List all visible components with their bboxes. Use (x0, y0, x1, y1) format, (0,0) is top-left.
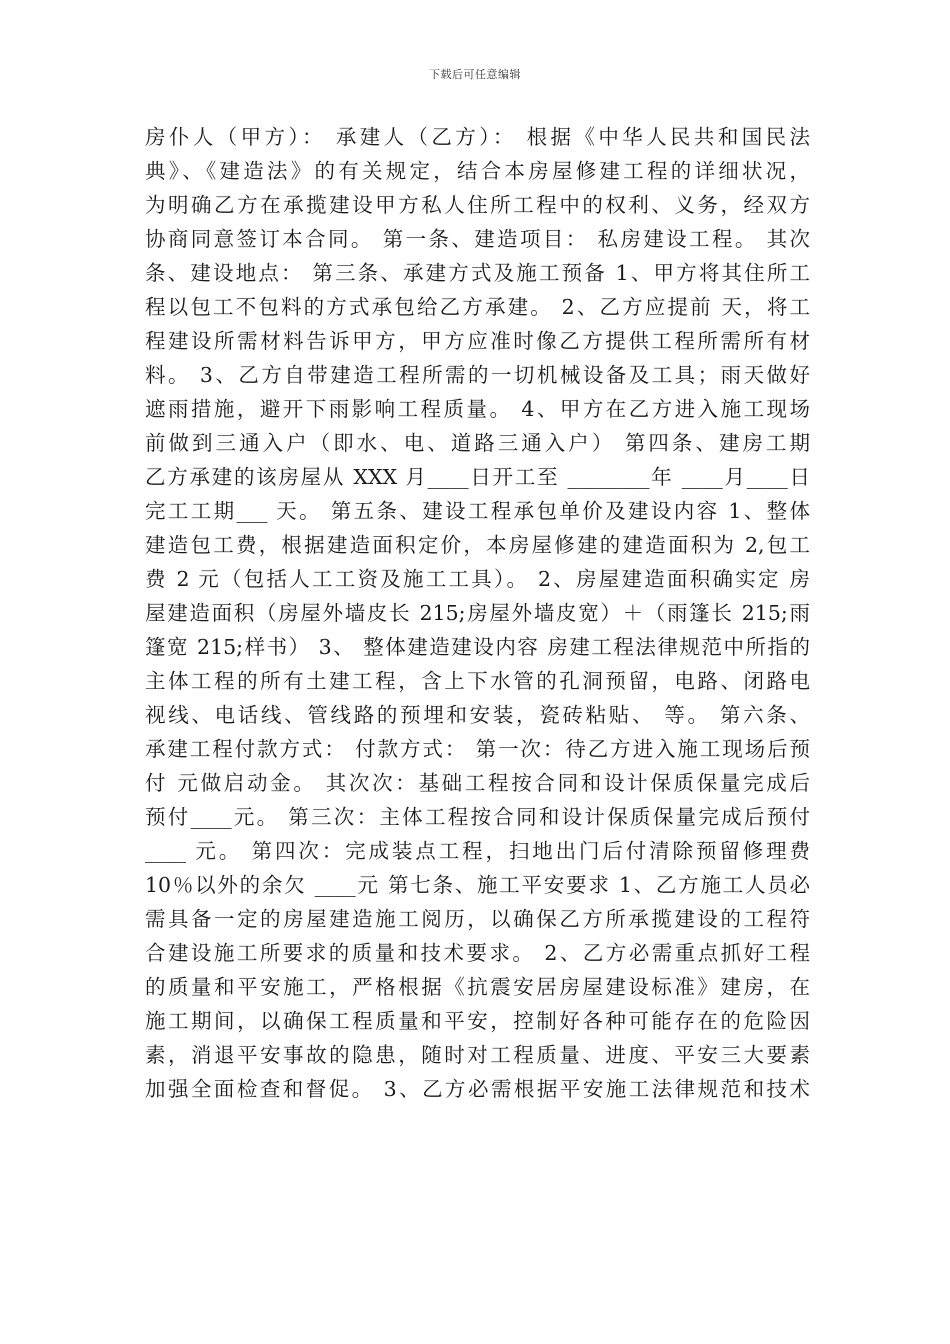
text-line: 协商同意签订本合同。 第一条、建造项目： 私房建设工程。 其次 (145, 227, 810, 251)
text-line: 付 元做启动金。 其次次：基础工程按合同和设计保质保量完成后 (145, 771, 810, 795)
text-line: 典》、《建造法》的有关规定，结合本房屋修建工程的详细状况， (145, 159, 810, 183)
text-line: 遮雨措施，避开下雨影响工程质量。 4、甲方在乙方进入施工现场 (145, 397, 810, 421)
text-line: 视线、电话线、管线路的预埋和安装，瓷砖粘贴、 等。 第六条、 (145, 703, 810, 727)
text-line: 10％以外的余欠 ____元 第七条、施工平安要求 1、乙方施工人员必 (145, 873, 810, 897)
text-line: 承建工程付款方式： 付款方式： 第一次：待乙方进入施工现场后预 (145, 737, 810, 761)
text-line: 加强全面检查和督促。 3、乙方必需根据平安施工法律规范和技术 (145, 1077, 810, 1101)
text-line: 前做到三通入户（即水、电、道路三通入户） 第四条、建房工期 (145, 431, 810, 455)
text-line: 主体工程的所有土建工程，含上下水管的孔洞预留，电路、闭路电 (145, 669, 810, 693)
text-line: 合建设施工所要求的质量和技术要求。 2、乙方必需重点抓好工程 (145, 941, 810, 965)
page-header-note: 下载后可任意编辑 (429, 68, 521, 81)
text-line: 料。 3、乙方自带建造工程所需的一切机械设备及工具；雨天做好 (145, 363, 810, 387)
text-line: 预付____元。 第三次：主体工程按合同和设计保质保量完成后预付 (145, 805, 810, 829)
text-line: 需具备一定的房屋建造施工阅历，以确保乙方所承揽建设的工程符 (145, 907, 810, 931)
text-line: 为明确乙方在承揽建设甲方私人住所工程中的权利、义务，经双方 (145, 193, 810, 217)
text-line: ____ 元。 第四次：完成装点工程，扫地出门后付清除预留修理费 (145, 839, 810, 863)
text-line: 程建设所需材料告诉甲方，甲方应准时像乙方提供工程所需所有材 (145, 329, 810, 353)
contract-body (145, 120, 810, 1106)
text-line: 完工工期___ 天。 第五条、建设工程承包单价及建设内容 1、整体 (145, 499, 810, 523)
text-line: 费 2 元（包括人工工资及施工工具）。 2、房屋建造面积确实定 房 (145, 567, 810, 591)
text-line: 乙方承建的该房屋从 XXX 月____日开工至 ________年 ____月____日 (145, 465, 810, 489)
text-line: 的质量和平安施工，严格根据《抗震安居房屋建设标准》建房，在 (145, 975, 810, 999)
text-line: 条、建设地点： 第三条、承建方式及施工预备 1、甲方将其住所工 (145, 261, 810, 285)
text-line: 建造包工费，根据建造面积定价，本房屋修建的建造面积为 2,包工 (145, 533, 810, 557)
text-line: 房仆人（甲方）： 承建人（乙方）： 根据《中华人民共和国民法 (145, 125, 810, 149)
text-line: 素，消退平安事故的隐患，随时对工程质量、进度、平安三大要素 (145, 1043, 810, 1067)
text-line: 篷宽 215;样书） 3、 整体建造建设内容 房建工程法律规范中所指的 (145, 635, 810, 659)
text-line: 程以包工不包料的方式承包给乙方承建。 2、乙方应提前 天，将工 (145, 295, 810, 319)
text-line: 屋建造面积（房屋外墙皮长 215;房屋外墙皮宽）＋（雨篷长 215;雨 (145, 601, 810, 625)
text-line: 施工期间，以确保工程质量和平安，控制好各种可能存在的危险因 (145, 1009, 810, 1033)
